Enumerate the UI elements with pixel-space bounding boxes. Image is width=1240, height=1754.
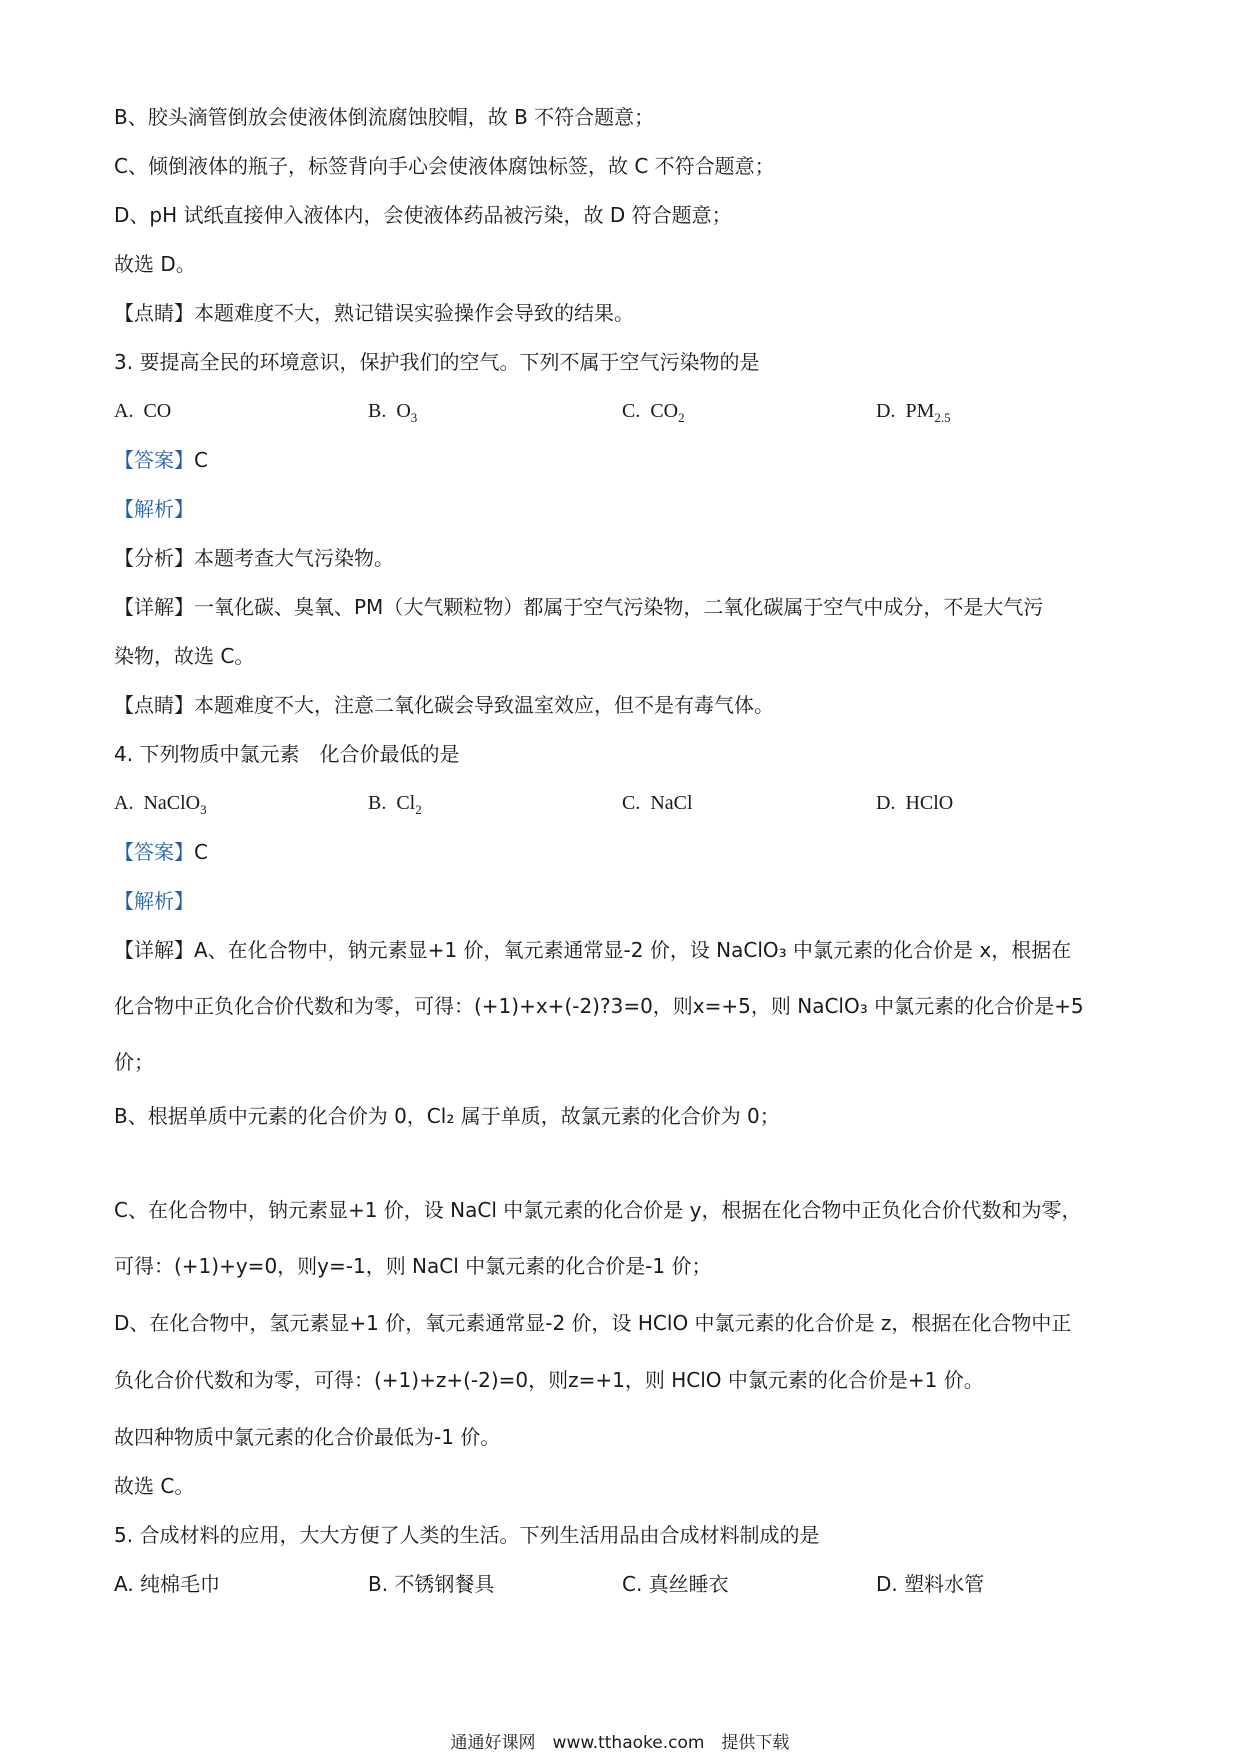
option-d-explanation: D、pH 试纸直接伸入液体内，会使液体药品被污染，故 D 符合题意； — [114, 203, 732, 227]
page-footer: 通通好课网 www.tthaoke.com 提供下载 — [450, 1733, 790, 1753]
q3-analysis-label: 【解析】 — [114, 497, 194, 521]
q2-conclusion: 故选 D。 — [114, 252, 196, 276]
option-b-explanation: B、胶头滴管倒放会使液体倒流腐蚀胶帽，故 B 不符合题意； — [114, 105, 655, 129]
q3-answer — [114, 447, 208, 473]
q4-analysis-label: 【解析】 — [114, 889, 194, 913]
q4-detail-d-line-2: 负化合价代数和为零，可得：(+1)+z+(-2)=0，则z=+1，则 HClO 中氯元素的化合价是+1 价。 — [114, 1368, 984, 1392]
q4-option-a: A. NaClO$_3$ — [114, 792, 207, 817]
q4-detail-c-line-1: C、在化合物中，钠元素显+1 价，设 NaCl 中氯元素的化合价是 y，根据在化合物中正负化合价代数和为零， — [114, 1198, 1082, 1222]
q3-option-d: D. $PM_{2.5}$ — [876, 400, 951, 425]
q4-detail-a-line-1: 【详解】A、在化合物中，钠元素显+1 价，氧元素通常显-2 价，设 NaClO₃ 中氯元素的化合价是 x，根据在 — [114, 938, 1072, 962]
option-c-explanation: C、倾倒液体的瓶子，标签背向手心会使液体腐蚀标签，故 C 不符合题意； — [114, 154, 775, 178]
q3-option-c: C. $CO_2$ — [622, 400, 685, 425]
q4-detail-b: B、根据单质中元素的化合价为 0，Cl₂ 属于单质，故氯元素的化合价为 0； — [114, 1104, 780, 1128]
q4-answer — [114, 839, 208, 865]
q4-option-b: B. $Cl_2$ — [368, 792, 422, 817]
q4-conclusion: 故选 C。 — [114, 1474, 195, 1498]
q4-stem: 4. 下列物质中氯元素 化合价最低的是 — [114, 742, 460, 766]
q4-option-d: D. HClO — [876, 792, 954, 814]
q3-option-a: A. CO — [114, 400, 172, 422]
q5-option-d: D. 塑料水管 — [876, 1572, 985, 1596]
answer-value: C — [194, 840, 208, 864]
q4-summary: 故四种物质中氯元素的化合价最低为-1 价。 — [114, 1425, 501, 1449]
q4-detail-d-line-1: D、在化合物中，氢元素显+1 价，氧元素通常显-2 价，设 HClO 中氯元素的化合价是 z，根据在化合物中正 — [114, 1311, 1072, 1335]
q2-tip: 【点睛】本题难度不大，熟记错误实验操作会导致的结果。 — [114, 301, 634, 325]
q5-option-b: B. 不锈钢餐具 — [368, 1572, 495, 1596]
q4-detail-a-line-3: 价； — [114, 1050, 154, 1074]
q5-option-c: C. 真丝睡衣 — [622, 1572, 729, 1596]
q3-fenxi: 【分析】本题考查大气污染物。 — [114, 546, 394, 570]
q3-tip: 【点睛】本题难度不大，注意二氧化碳会导致温室效应，但不是有毒气体。 — [114, 693, 774, 717]
q3-stem: 3. 要提高全民的环境意识，保护我们的空气。下列不属于空气污染物的是 — [114, 350, 760, 374]
q5-stem: 5. 合成材料的应用，大大方便了人类的生活。下列生活用品由合成材料制成的是 — [114, 1523, 820, 1547]
q3-detail-line-2: 染物，故选 C。 — [114, 644, 255, 668]
answer-label: 【答案】 — [114, 448, 194, 472]
q4-detail-c-line-2: 可得：(+1)+y=0，则y=-1，则 NaCl 中氯元素的化合价是-1 价； — [114, 1254, 712, 1278]
q3-option-b: B. $O_3$ — [368, 400, 418, 425]
answer-label: 【答案】 — [114, 840, 194, 864]
q4-detail-a-line-2: 化合物中正负化合价代数和为零，可得：(+1)+x+(-2)?3=0，则x=+5，则 NaClO₃ 中氯元素的化合价是+5 — [114, 994, 1084, 1018]
q4-option-c: C. NaCl — [622, 792, 693, 814]
q3-detail-line-1: 【详解】一氧化碳、臭氧、PM（大气颗粒物）都属于空气污染物，二氧化碳属于空气中成分，不是大气污 — [114, 595, 1044, 619]
q5-option-a: A. 纯棉毛巾 — [114, 1572, 221, 1596]
answer-value: C — [194, 448, 208, 472]
